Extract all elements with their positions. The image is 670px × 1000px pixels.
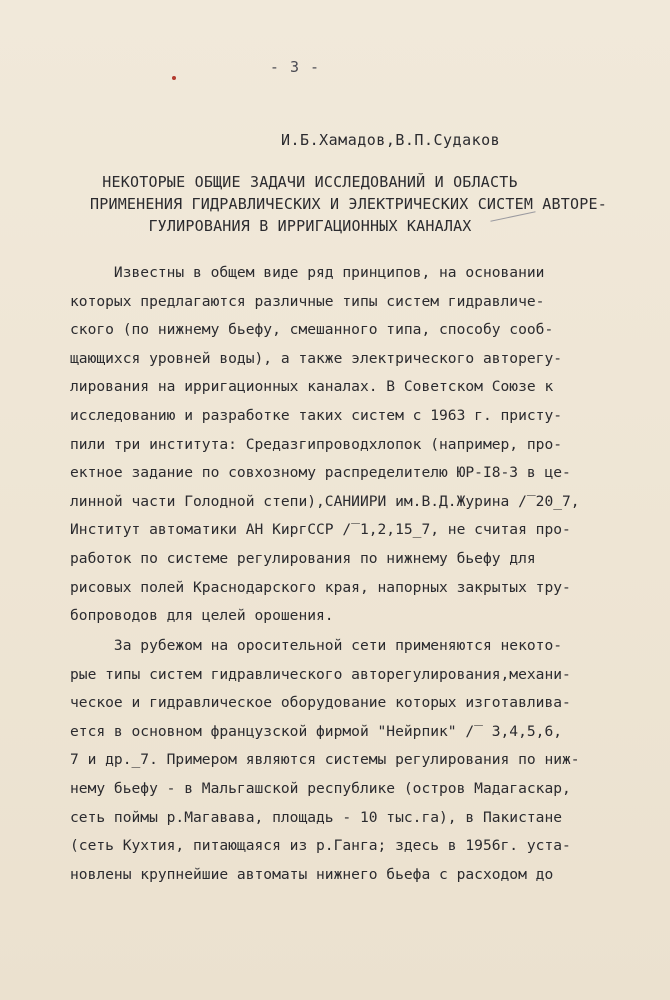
text-line: новлены крупнейшие автоматы нижнего бьефа с расходом до [70,865,554,883]
text-line: 7 и др._7. Примером являются системы регулирования по ниж- [70,751,580,769]
text-line: ческое и гидравлическое оборудование которых изготавлива- [70,694,571,712]
article-title [90,171,607,237]
text-line: лирования на ирригационных каналах. В Советском Союзе к [70,378,554,396]
paragraph-2 [70,632,580,889]
text-line: нему бьефу - в Мальгашской республике (остров Мадагаскар, [70,779,571,797]
text-line: рые типы систем гидравлического авторегулирования,механи- [70,665,571,683]
text-line: Известны в общем виде ряд принципов, на основании [70,264,545,281]
title-line: ГУЛИРОВАНИЯ В ИРРИГАЦИОННЫХ КАНАЛАХ [148,217,472,235]
text-line: ского (по нижнему бьефу, смешанного типа, способу сооб- [70,321,554,339]
text-line: щающихся уровней воды), а также электрического авторегу- [70,349,563,367]
ink-spot [172,76,176,80]
authors-line: И.Б.Хамадов,В.П.Судаков [281,131,501,149]
text-line: исследованию и разработке таких систем с 1963 г. присту- [70,406,563,424]
text-line: За рубежом на оросительной сети применяются некото- [70,637,563,654]
text-line: бопроводов для целей орошения. [70,607,334,625]
text-line: линной части Голодной степи),САНИИРИ им.В.Д.Журина /‾20_7, [70,492,580,510]
text-line: Институт автоматики АН КиргССР /‾1,2,15_7, не считая про- [70,521,571,539]
page-number: - 3 - [269,58,321,76]
text-line: (сеть Кухтия, питающаяся из р.Ганга; здесь в 1956г. уста- [70,837,571,855]
text-line: ется в основном французской фирмой "Нейрпик" /‾ 3,4,5,6, [70,722,563,740]
text-line: сеть поймы р.Магавава, площадь - 10 тыс.га), в Пакистане [70,808,563,826]
text-line: которых предлагаются различные типы систем гидравличе- [70,292,545,310]
text-line: рисовых полей Краснодарского края, напорных закрытых тру- [70,578,571,596]
text-line: работок по системе регулирования по нижнему бьефу для [70,549,536,567]
paragraph-1 [70,259,580,631]
title-line: ПРИМЕНЕНИЯ ГИДРАВЛИЧЕСКИХ И ЭЛЕКТРИЧЕСКИХ СИСТЕМ АВТОРЕ- [90,195,607,213]
text-line: пили три института: Средазгипроводхлопок (например, про- [70,435,563,453]
title-line: НЕКОТОРЫЕ ОБЩИЕ ЗАДАЧИ ИССЛЕДОВАНИЙ И ОБЛАСТЬ [102,173,518,191]
text-line: ектное задание по совхозному распределителю ЮР-I8-3 в це- [70,464,571,482]
